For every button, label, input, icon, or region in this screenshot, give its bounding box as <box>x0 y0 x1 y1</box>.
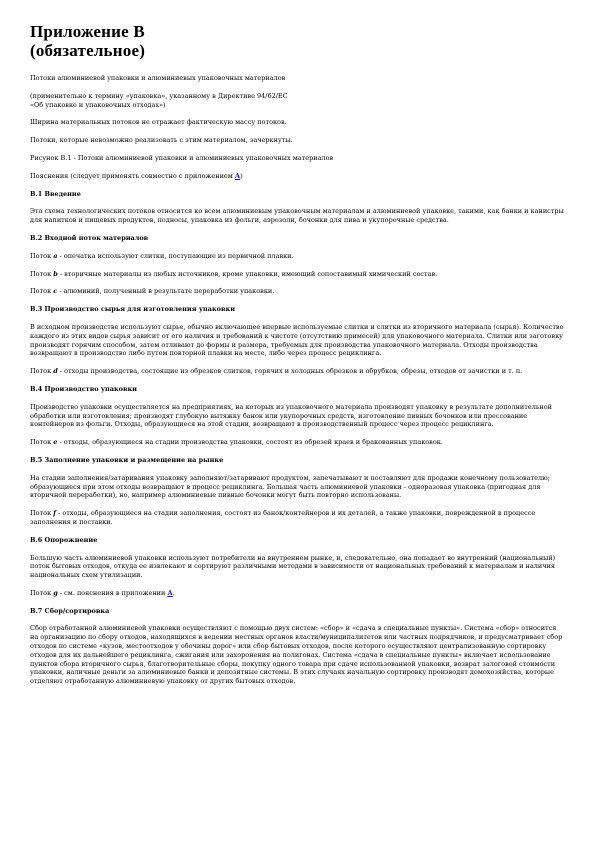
note-line-1: (применительно к термину «упаковка», указанному в Директиве 94/62/ЕС <box>30 91 288 100</box>
section-b3-text: В исходном производстве используют сырье, обычно включающее впервые используемые слитки и слитки из вторичного материала (сырья). Количество каждого из этих видов сырья зависит от его наличия и требований к чистоте (отсутствию примесей) для упаковочного материала. Слитки или заготовку производят горячим способом, затем отливают до формы и размера, требуемых для производства упаковочного материала. Отходы производства возвращают в производство либо путем повторной плавки на месте, либо через процесс рециклинга. <box>30 322 564 358</box>
explanations-prefix: Пояснения (следует применять совместно с приложением <box>30 171 235 180</box>
flow-letter: e <box>53 438 58 447</box>
appendix-a-link[interactable]: А <box>234 171 241 180</box>
flow-b-paragraph <box>30 270 565 279</box>
flow-label: Поток <box>30 509 54 518</box>
section-b6-text: Большую часть алюминиевой упаковки используют потребители на внутреннем рынке, и, следовательно, она попадает во внутренний (национальный) поток бытовых отходов, откуда ее извлекают и сортируют различными методами в зависимости от национальных требований к материалам и наличия национальных схем утилизации. <box>30 553 556 580</box>
flow-text: - отходы, образующиеся на стадии заполнения, состоят из банок/контейнеров и их деталей, а также упаковки, поврежденной в процессе заполнения и поставки. <box>30 509 536 526</box>
flow-label: Поток <box>30 367 54 376</box>
flow-suffix: . <box>172 588 175 597</box>
section-b3-heading: В.3 Производство сырья для изготовления упаковки <box>30 305 236 314</box>
section-b1-text: Эта схема технологических потоков относится ко всем алюминиевым упаковочным материалам и алюминиевой упаковке, такими, как банки и канистры для напитков и пищевых продуктов, подносы, упаковка из фольги, аэрозоли, бочонки для пива и укупорочные средства. <box>30 207 564 225</box>
width-note: Ширина материальных потоков не отражает фактическую массу потоков. <box>30 118 287 127</box>
section-b2-heading: В.2 Входной поток материалов <box>30 233 149 242</box>
flow-label: Поток <box>30 438 54 447</box>
flow-label: Поток <box>30 269 54 278</box>
flow-text: - см. пояснения в приложении <box>57 588 168 597</box>
flow-letter: f <box>53 509 57 518</box>
flow-f-paragraph <box>30 509 565 527</box>
flow-letter: b <box>53 269 58 278</box>
flow-g-paragraph <box>30 589 565 598</box>
figure-caption: Рисунок В.1 - Потоки алюминиевой упаковки и алюминиевых упаковочных материалов <box>30 153 334 162</box>
flow-e-paragraph <box>30 438 565 447</box>
flow-text: - алюминий, полученный в результате переработки упаковки. <box>57 287 275 296</box>
section-b4-heading: В.4 Производство упаковки <box>30 384 138 393</box>
section-b5-text: На стадии заполнения/затаривания упаковку заполняют/затаривают продуктом, запечатывают и поставляют для продажи конечному пользователю; образующиеся при этом отходы возвращают в процесс рециклинга. Большая часть алюминиевой упаковки - одноразовая упаковка (пригодная для вторичной переработки), но, например алюминиевые пивные бочонки могут быть повторно использованы. <box>30 473 550 500</box>
explanations-line <box>30 172 565 181</box>
page-title <box>30 22 565 60</box>
flow-text: - вторичные материалы из любых источников, кроме упаковки, имеющий сопоставимый химический состав. <box>57 269 438 278</box>
section-b1-heading: В.1 Введение <box>30 189 81 198</box>
section-b5-heading: В.5 Заполнение упаковки и размещение на рынке <box>30 455 224 464</box>
flow-letter: d <box>53 367 58 376</box>
flow-label: Поток <box>30 251 54 260</box>
flow-label: Поток <box>30 588 54 597</box>
flows-note: Потоки, которые невозможно реализовать с этим материалом, зачеркнуты. <box>30 136 293 145</box>
appendix-a-link-2[interactable]: А <box>167 588 173 597</box>
flow-d-paragraph <box>30 367 565 376</box>
flow-letter: g <box>53 588 58 597</box>
title-line-1: Приложение В <box>30 22 145 41</box>
section-b7-text: Сбор отработанной алюминиевой упаковки осуществляют с помощью двух систем: «сбор» и «сдача в специальные пункты». Система «сбор» относится на организацию по сбору отходов, находящихся в ведении местных органов власти/муниципалитетов или частных подрядчиков, и предусматривает сбор отходов по системе «кузов, местоотходов у обочины дорог» или сбор бытовых отходов, после которого осуществляют централизованную сортировку отходов для их дальнейшего рециклинга, сжигания или захоронения на полигонах. Система «сдача в специальные пункты» включает использование пунктов сбора вторичного сырья, благотворительные сборы, покупку одного товара при сдаче использованной упаковки, возврат залоговой стоимости упаковки, наличные деньги за алюминиевые банки и депозитные системы. В этих случаях начальную сортировку производят домохозяйства, которые отделяют отработанную алюминиевую упаковку от других бытовых отходов. <box>30 624 563 686</box>
flow-text: - опечатка используют слитки, поступающие из первичной плавки. <box>57 251 294 260</box>
note-line-2: «Об упаковке и упаковочных отходах») <box>30 100 166 109</box>
section-b4-text: Производство упаковки осуществляется на предприятиях, на которых из упаковочного материала производят упаковку в результате дополнительной обработки или изготовления; производят глубокую вытяжку банок или укупорочных средств, изготовление пивных бочонков или прессование контейнеров из фольги. Отходы, образующиеся на этой стадии, возвращают в производственный процесс через процесс рециклинга. <box>30 402 552 429</box>
flow-c-paragraph <box>30 287 565 296</box>
section-b6-heading: В.6 Опорожнение <box>30 535 98 544</box>
document-subtitle: Потоки алюминиевой упаковки и алюминиевых упаковочных материалов <box>30 74 286 82</box>
flow-text: - отходы, образующиеся на стадии производства упаковки, состоят из обрезей краев и бракованных упаковок. <box>57 438 443 447</box>
flow-a-paragraph <box>30 252 565 261</box>
section-b7-heading: В.7 Сбор/сортировка <box>30 606 110 615</box>
flow-letter: c <box>53 287 58 296</box>
flow-text: - отходы производства, состоящие из обрезков слитков, горячих и холодных обрезков и обрубков, обрезы, отходов от зачистки и т. п. <box>57 367 523 376</box>
title-line-2: (обязательное) <box>30 41 146 60</box>
flow-label: Поток <box>30 287 54 296</box>
explanations-suffix: ) <box>240 171 243 180</box>
flow-letter: a <box>53 251 58 260</box>
